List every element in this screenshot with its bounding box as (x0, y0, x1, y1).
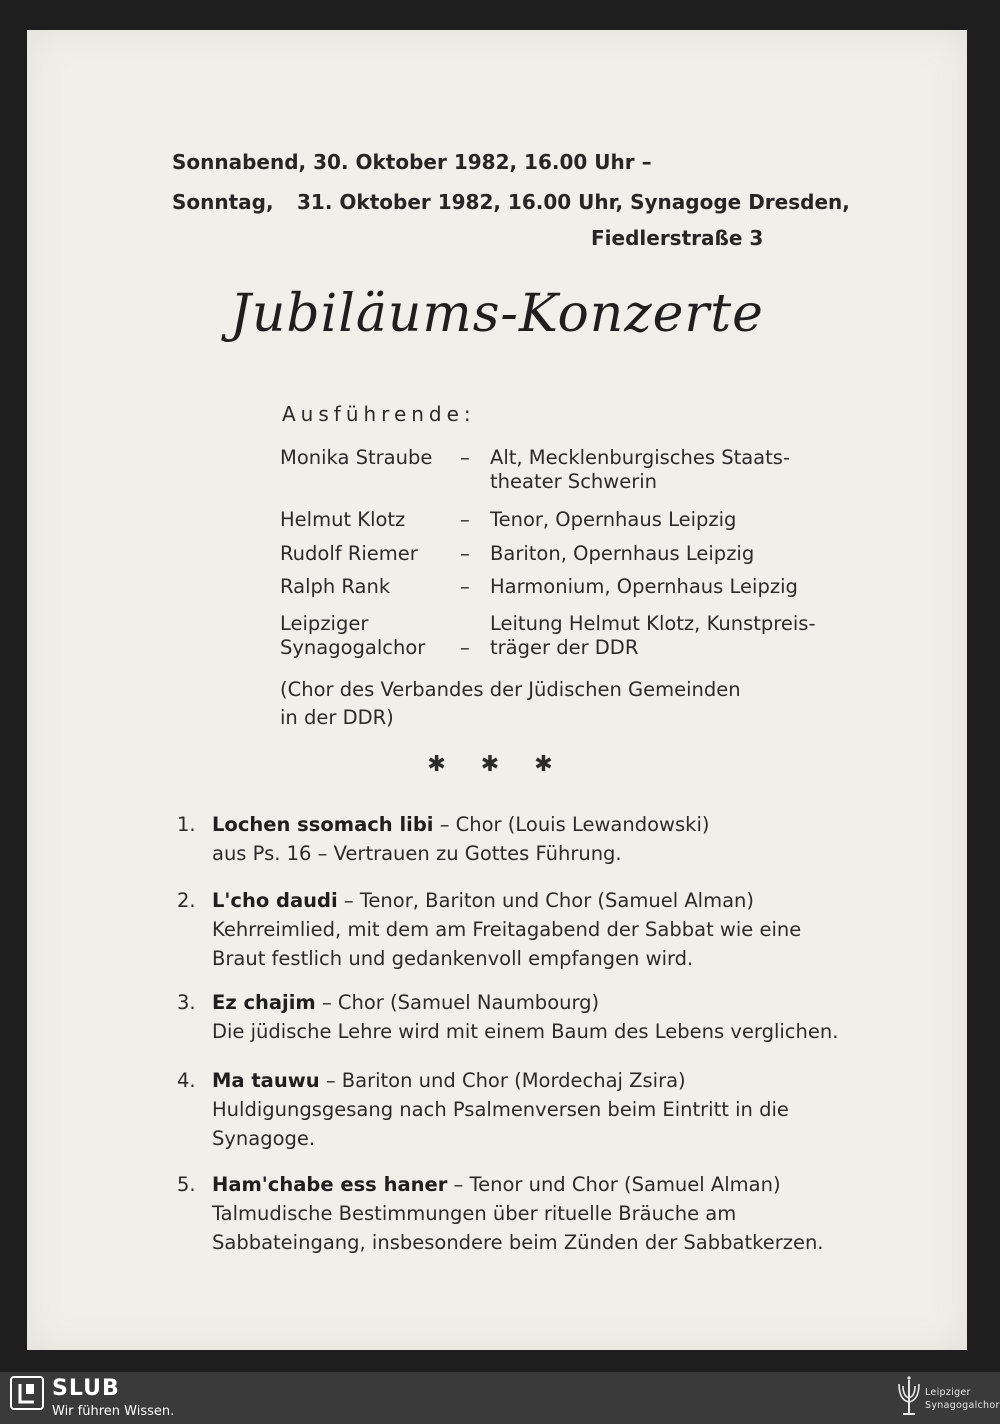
footer-bar (0, 1372, 1000, 1424)
performer-role: Bariton, Opernhaus Leipzig (490, 542, 755, 565)
date-line-2-day: Sonntag, (172, 190, 274, 214)
choir-note (280, 676, 800, 732)
program-performers: – Tenor, Bariton und Chor (Samuel Alman) (337, 889, 754, 912)
program-description: Sabbateingang, insbesondere beim Zünden der Sabbatkerzen. (212, 1231, 824, 1254)
slub-logo-icon[interactable] (10, 1376, 44, 1410)
program-description: Kehrreimlied, mit dem am Freitagabend der Sabbat wie eine (212, 918, 802, 941)
section-separator: ✱ ✱ ✱ (427, 752, 567, 777)
performer-dash: – (460, 542, 470, 565)
concert-title: Jubiläums-Konzerte (230, 284, 764, 344)
menorah-icon (895, 1374, 923, 1418)
program-body (212, 988, 852, 1046)
program-performers: – Chor (Louis Lewandowski) (433, 813, 710, 836)
performer-name: Rudolf Riemer (280, 542, 418, 565)
program-title: Lochen ssomach libi (212, 813, 434, 836)
performer-role-cont: theater Schwerin (490, 470, 658, 493)
program-number: 5. (177, 1173, 196, 1196)
program-number: 3. (177, 991, 196, 1014)
performer-name: Ralph Rank (280, 575, 391, 598)
venue-street: Fiedlerstraße 3 (591, 226, 764, 250)
program-performers: – Bariton und Chor (Mordechaj Zsira) (319, 1069, 686, 1092)
program-description: Die jüdische Lehre wird mit einem Baum des Lebens verglichen. (212, 1020, 839, 1043)
program-description: Braut festlich und gedankenvoll empfangen wird. (212, 947, 694, 970)
program-description: Talmudische Bestimmungen über rituelle Bräuche am (212, 1202, 737, 1225)
program-title: Ma tauwu (212, 1069, 320, 1092)
document-page (27, 30, 967, 1350)
program-performers: – Chor (Samuel Naumbourg) (315, 991, 600, 1014)
program-heading (212, 810, 852, 839)
program-heading (212, 1066, 852, 1095)
program-body (212, 1170, 852, 1257)
program-title: Ham'chabe ess haner (212, 1173, 448, 1196)
program-description: Synagoge. (212, 1127, 316, 1150)
performer-dash: – (460, 636, 470, 659)
slub-brand-name[interactable]: SLUB (52, 1376, 120, 1401)
date-line-2-rest: 31. Oktober 1982, 16.00 Uhr, Synagoge Dresden, (297, 190, 850, 214)
performer-name: Helmut Klotz (280, 508, 406, 531)
slub-tagline: Wir führen Wissen. (52, 1404, 175, 1419)
performer-dash: – (460, 446, 470, 469)
choir-logo-line-2: Synagogalchor (925, 1400, 1000, 1411)
performer-role-cont: träger der DDR (490, 636, 639, 659)
performer-name: Leipziger (280, 612, 369, 635)
program-performers: – Tenor und Chor (Samuel Alman) (447, 1173, 781, 1196)
program-body (212, 810, 852, 868)
performer-role: Alt, Mecklenburgisches Staats- (490, 446, 790, 469)
performer-name-cont: Synagogalchor (280, 636, 426, 659)
program-heading (212, 886, 852, 915)
performers-heading: Ausführende: (282, 402, 476, 426)
choir-logo-text (925, 1386, 1000, 1412)
performer-dash: – (460, 508, 470, 531)
program-body (212, 1066, 852, 1153)
program-number: 2. (177, 889, 196, 912)
performer-dash: – (460, 575, 470, 598)
program-description: aus Ps. 16 – Vertrauen zu Gottes Führung. (212, 842, 622, 865)
performer-role: Leitung Helmut Klotz, Kunstpreis- (490, 612, 816, 635)
program-description: Huldigungsgesang nach Psalmenversen beim Eintritt in die (212, 1098, 789, 1121)
program-heading (212, 988, 852, 1017)
program-body (212, 886, 852, 973)
program-heading (212, 1170, 852, 1199)
program-number: 1. (177, 813, 196, 836)
program-title: Ez chajim (212, 991, 316, 1014)
program-number: 4. (177, 1069, 196, 1092)
performer-role: Harmonium, Opernhaus Leipzig (490, 575, 798, 598)
performer-role: Tenor, Opernhaus Leipzig (490, 508, 737, 531)
choir-logo-line-1: Leipziger (925, 1387, 971, 1398)
program-title: L'cho daudi (212, 889, 338, 912)
choir-note-line-1: (Chor des Verbandes der Jüdischen Gemeinden (280, 678, 741, 701)
choir-note-line-2: in der DDR) (280, 706, 394, 729)
date-line-1: Sonnabend, 30. Oktober 1982, 16.00 Uhr – (172, 150, 652, 174)
performer-name: Monika Straube (280, 446, 433, 469)
